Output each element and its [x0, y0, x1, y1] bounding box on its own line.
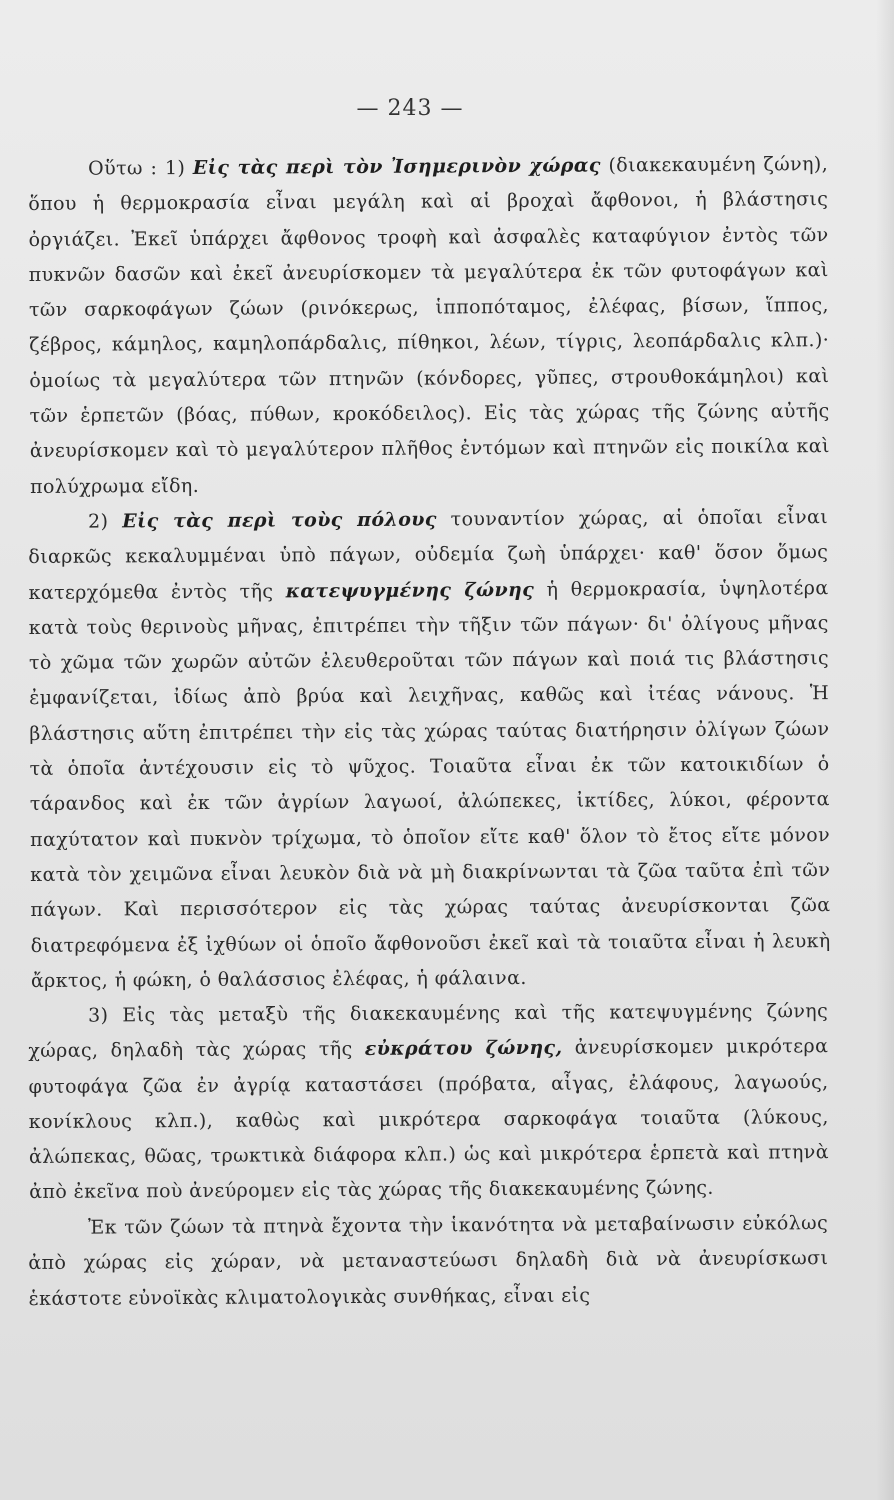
paragraph-2-lead: 2) [88, 510, 123, 533]
paragraph-2 [28, 500, 831, 999]
paragraph-3-emphasis: εὐκράτου ζώνης, [364, 1037, 563, 1061]
paragraph-2-body: ἡ θερμοκρασία, ὑψηλοτέρα κατὰ τοὺς θερινοὺς μῆνας, ἐπιτρέπει τὴν τῆξιν τῶν πάγων· δι' ὀλίγους μῆνας τὸ χῶμα τῶν χωρῶν αὐτῶν ἐλευθεροῦται τῶν πάγων καὶ ποιά τις βλάστησις ἐμφανίζεται, ἰδίως ἀπὸ βρύα καὶ λειχῆνας, καθῶς καὶ ἰτέας νάνους. Ἡ βλάστησις αὕτη ἐπιτρέπει τὴν εἰς τὰς χώρας ταύτας διατήρησιν ὀλίγων ζώων τὰ ὁποῖα ἀντέχουσιν εἰς τὸ ψῦχος. Τοιαῦτα εἶναι ἐκ τῶν κατοικιδίων ὁ τάρανδος καὶ ἐκ τῶν ἀγρίων λαγωοί, ἀλώπεκες, ἰκτίδες, λύκοι, φέροντα παχύτατον καὶ πυκνὸν τρίχωμα, τὸ ὁποῖον εἴτε καθ' ὅλον τὸ ἔτος εἴτε μόνον κατὰ τὸν χειμῶνα εἶναι λευκὸν διὰ νὰ μὴ διακρίνωνται τὰ ζῶα ταῦτα ἐπὶ τῶν πάγων. Καὶ περισσότερον εἰς τὰς χώρας ταύτας ἀνευρίσκονται ζῶα διατρεφόμενα ἐξ ἰχθύων οἱ ὁποῖο ἄφθονοῦσι ἐκεῖ καὶ τὰ τοιαῦτα εἶναι ἡ λευκὴ ἄρκτος, ἡ φώκη, ὁ θαλάσσιος ἐλέφας, ἡ φάλαινα. [28, 576, 831, 992]
paragraph-4 [28, 1206, 829, 1317]
paragraph-1 [28, 147, 830, 505]
paragraph-2-emphasis-2: κατεψυγμένης ζώνης [285, 578, 535, 602]
paragraph-3-lead: 3) Εἰς τὰς μεταξὺ τῆς διακεκαυμένης καὶ τῆς κατεψυγμένης ζώνης χώρας, δηλαδὴ τὰς χώρας τῆς [28, 1000, 829, 1063]
paragraph-3 [28, 994, 829, 1211]
paragraph-2-mid: τουναντίον χώρας, αἱ ὁποῖαι εἶναι διαρκῶς κεκαλυμμέναι ὑπὸ πάγων, οὐδεμία ζωὴ ὑπάρχει· καθ' ὅσον ὅμως κατερχόμεθα ἐντὸς τῆς [28, 506, 829, 604]
page-edge-shadow [876, 0, 894, 1500]
paragraph-4-body: Ἐκ τῶν ζώων τὰ πτηνὰ ἔχοντα τὴν ἱκανότητα νὰ μεταβαίνωσιν εὐκόλως ἀπὸ χώρας εἰς χώραν, νὰ μεταναστεύωσι δηλαδὴ διὰ νὰ ἀνευρίσκωσι ἑκάστοτε εὐνοϊκὰς κλιματολογικὰς συνθήκας, εἶναι εἰς [28, 1212, 829, 1310]
paragraph-1-emphasis: Εἰς τὰς περὶ τὸν Ἰσημερινὸν χώρας [192, 154, 601, 179]
paragraph-1-lead: Οὕτω : 1) [88, 156, 193, 180]
paragraph-1-body: (διακεκαυμένη ζώνη), ὅπου ἡ θερμοκρασία εἶναι μεγάλη καὶ αἱ βροχαὶ ἄφθονοι, ἡ βλάστησις ὀργιάζει. Ἐκεῖ ὑπάρχει ἄφθονος τροφὴ καὶ ἀσφαλὲς καταφύγιον ἐντὸς τῶν πυκνῶν δασῶν καὶ ἐκεῖ ἀνευρίσκομεν τὰ μεγαλύτερα ἐκ τῶν φυτοφάγων καὶ τῶν σαρκοφάγων ζώων (ρινόκερως, ἱπποπόταμος, ἐλέφας, βίσων, ἵππος, ζέβρος, κάμηλος, καμηλοπάρδαλις, πίθηκοι, λέων, τίγρις, λεοπάρδαλις κλπ.)· ὁμοίως τὰ μεγαλύτερα τῶν πτηνῶν (κόνδορες, γῦπες, στρουθοκάμηλοι) καὶ τῶν ἑρπετῶν (βόας, πύθων, κροκόδειλος). Εἰς τὰς χώρας τῆς ζώνης αὐτῆς ἀνευρίσκομεν καὶ τὸ μεγαλύτερον πλῆθος ἐντόμων καὶ πτηνῶν εἰς ποικίλα καὶ πολύχρωμα εἴδη. [28, 153, 830, 498]
paragraph-2-emphasis: Εἰς τὰς περὶ τοὺς πόλους [122, 508, 437, 533]
body-text [28, 152, 831, 1317]
paragraph-3-body: ἀνευρίσκομεν μικρότερα φυτοφάγα ζῶα ἐν ἀγρίᾳ καταστάσει (πρόβατα, αἶγας, ἐλάφους, λαγωούς, κονίκλους κλπ.), καθὼς καὶ μικρότερα σαρκοφάγα τοιαῦτα (λύκους, ἀλώπεκας, θῶας, τρωκτικὰ διάφορα κλπ.) ὡς καὶ μικρότερα ἑρπετὰ καὶ πτηνὰ ἀπὸ ἐκεῖνα ποὺ ἀνεύρομεν εἰς τὰς χώρας τῆς διακεκαυμένης ζώνης. [28, 1035, 830, 1204]
page-number: — 243 — [356, 96, 464, 121]
